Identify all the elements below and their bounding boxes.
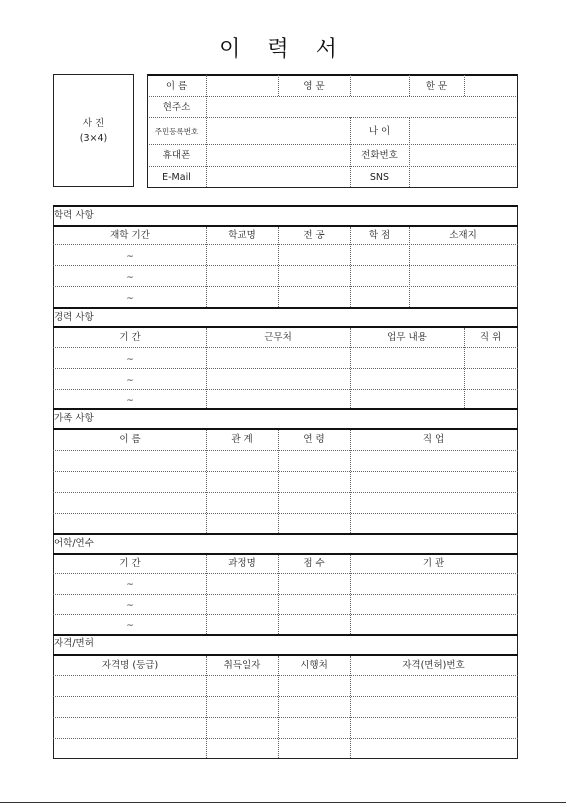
language-header-score: 점 수 <box>303 558 325 569</box>
address-field[interactable] <box>207 97 516 116</box>
family-section-title: 가족 사항 <box>54 413 94 424</box>
photo-size-label: (3×4) <box>79 133 108 144</box>
career-header-position: 직 위 <box>479 332 502 343</box>
career-header-duties: 업무 내용 <box>387 332 427 343</box>
age-label: 나 이 <box>368 126 391 137</box>
family-header-occupation: 직 업 <box>422 434 445 445</box>
education-header-period: 재학 기간 <box>110 230 150 241</box>
education-row-3-period[interactable]: ~ <box>126 294 134 304</box>
license-header-name: 자격명 (등급) <box>101 660 159 671</box>
education-header-major: 전 공 <box>303 230 325 241</box>
document-title: 이 력 서 <box>219 37 347 62</box>
language-row-1-period[interactable]: ~ <box>126 580 134 590</box>
education-section-title: 학력 사항 <box>54 210 94 221</box>
education-row-1-period[interactable]: ~ <box>126 252 134 262</box>
mobile-field[interactable] <box>207 145 349 165</box>
language-header-course: 과정명 <box>228 558 256 569</box>
info-top-rule <box>147 74 518 76</box>
license-header-number: 자격(면허)번호 <box>402 660 465 671</box>
sns-field[interactable] <box>410 167 516 186</box>
language-row-2-period[interactable]: ~ <box>126 601 134 611</box>
license-section-title: 자격/면허 <box>54 638 94 649</box>
info-bottom-rule <box>147 187 518 188</box>
hanja-name-label: 한 문 <box>425 81 448 92</box>
page-bottom-rule <box>0 802 566 803</box>
family-header-name: 이 름 <box>119 434 141 445</box>
license-header-date: 취득일자 <box>223 660 261 671</box>
mobile-label: 휴대폰 <box>162 150 191 161</box>
hanja-name-field[interactable] <box>465 76 516 95</box>
language-section-title: 어학/연수 <box>54 538 94 549</box>
name-label: 이 름 <box>165 81 188 92</box>
sns-label: SNS <box>369 172 390 183</box>
career-header-workplace: 근무처 <box>264 332 292 343</box>
id-number-field[interactable] <box>207 118 349 143</box>
table-bottom-border <box>53 758 518 759</box>
email-label: E-Mail <box>162 172 191 183</box>
education-row-2-period[interactable]: ~ <box>126 273 134 283</box>
email-field[interactable] <box>207 167 349 186</box>
education-header-school: 학교명 <box>228 230 256 241</box>
family-header-age: 연 령 <box>303 434 325 445</box>
education-header-location: 소재지 <box>449 230 477 241</box>
name-field[interactable] <box>207 76 277 95</box>
license-header-issuer: 시행처 <box>300 660 328 671</box>
address-label: 현주소 <box>162 102 191 113</box>
career-row-1-period[interactable]: ~ <box>126 355 134 365</box>
career-row-3-period[interactable]: ~ <box>126 396 134 406</box>
english-name-field[interactable] <box>351 76 408 95</box>
photo-box[interactable] <box>53 74 134 187</box>
language-row-3-period[interactable]: ~ <box>126 621 134 631</box>
language-header-period: 기 간 <box>119 558 141 569</box>
photo-label: 사 진 <box>82 118 105 129</box>
age-field[interactable] <box>410 118 516 143</box>
education-header-gpa: 학 점 <box>368 230 391 241</box>
id-number-label: 주민등록번호 <box>154 127 199 136</box>
language-header-institution: 기 관 <box>422 558 445 569</box>
phone-field[interactable] <box>410 145 516 165</box>
phone-label: 전화번호 <box>361 150 398 161</box>
career-header-period: 기 간 <box>119 332 141 343</box>
family-header-relation: 관 계 <box>231 434 253 445</box>
english-name-label: 영 문 <box>303 81 325 92</box>
career-section-title: 경력 사항 <box>54 312 94 323</box>
career-row-2-period[interactable]: ~ <box>126 376 134 386</box>
